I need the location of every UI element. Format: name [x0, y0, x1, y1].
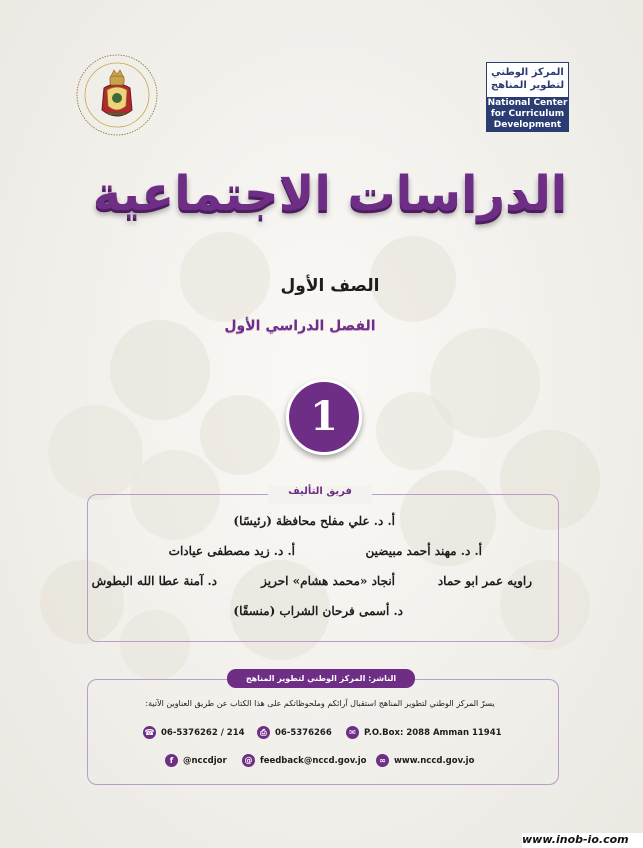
phone-contact: ☎ 06-5376262 / 214: [144, 727, 245, 738]
facebook-icon: f: [165, 754, 178, 767]
website-contact[interactable]: ∞ www.nccd.gov.jo: [376, 754, 474, 767]
fax-icon: ⎙: [257, 726, 270, 739]
publisher-label: الناشر: المركز الوطني لتطوير المناهج: [227, 669, 415, 688]
background-photo-circle: [200, 395, 280, 475]
nccd-logo-arabic: المركز الوطني لتطوير المناهج: [487, 63, 568, 100]
authors-label: فريق التأليف: [268, 486, 372, 504]
at-sign-icon: @: [242, 754, 255, 767]
author-coordinator: د. أسمى فرحان الشراب (منسقًا): [233, 604, 403, 618]
ministry-emblem-icon: [74, 52, 160, 138]
mail-icon: ✉: [346, 726, 359, 739]
background-photo-circle: [376, 392, 454, 470]
book-number-badge: 1: [286, 379, 362, 455]
pobox-contact: ✉ P.O.Box: 2088 Amman 11941: [346, 726, 502, 739]
background-photo-circle: [48, 405, 143, 500]
author-name: د. آمنة عطا الله البطوش: [91, 574, 217, 588]
feedback-message: يسرّ المركز الوطني لتطوير المناهج استقبال آرائكم وملحوظاتكم على هذا الكتاب عن طريق العناوين الآتية:: [145, 699, 495, 708]
fax-contact: ⎙ 06-5376266: [257, 726, 332, 739]
nccd-logo-english: National Center for Curriculum Development: [487, 98, 568, 130]
nccd-logo: [486, 62, 569, 132]
author-name: راويه عمر ابو حماد: [437, 574, 532, 588]
author-name: أ. د. زيد مصطفى عيادات: [168, 544, 295, 558]
email-contact[interactable]: @ feedback@nccd.gov.jo: [242, 754, 367, 767]
link-icon: ∞: [376, 754, 389, 767]
book-title: الدراسات الاجتماعية: [92, 166, 568, 222]
background-photo-circle: [110, 320, 210, 420]
phone-icon: ☎: [144, 728, 155, 737]
watermark-url[interactable]: www.inob-io.com: [522, 833, 643, 848]
author-lead: أ. د. علي مفلح محافظة (رئيسًا): [233, 514, 395, 528]
grade-label: الصف الأول: [280, 276, 380, 296]
facebook-contact[interactable]: f @nccdjor: [165, 754, 227, 767]
author-name: أنجاد «محمد هشام» احريز: [261, 574, 395, 588]
semester-label: الفصل الدراسي الأول: [224, 318, 376, 334]
author-name: أ. د. مهند أحمد مبيضين: [365, 544, 482, 558]
